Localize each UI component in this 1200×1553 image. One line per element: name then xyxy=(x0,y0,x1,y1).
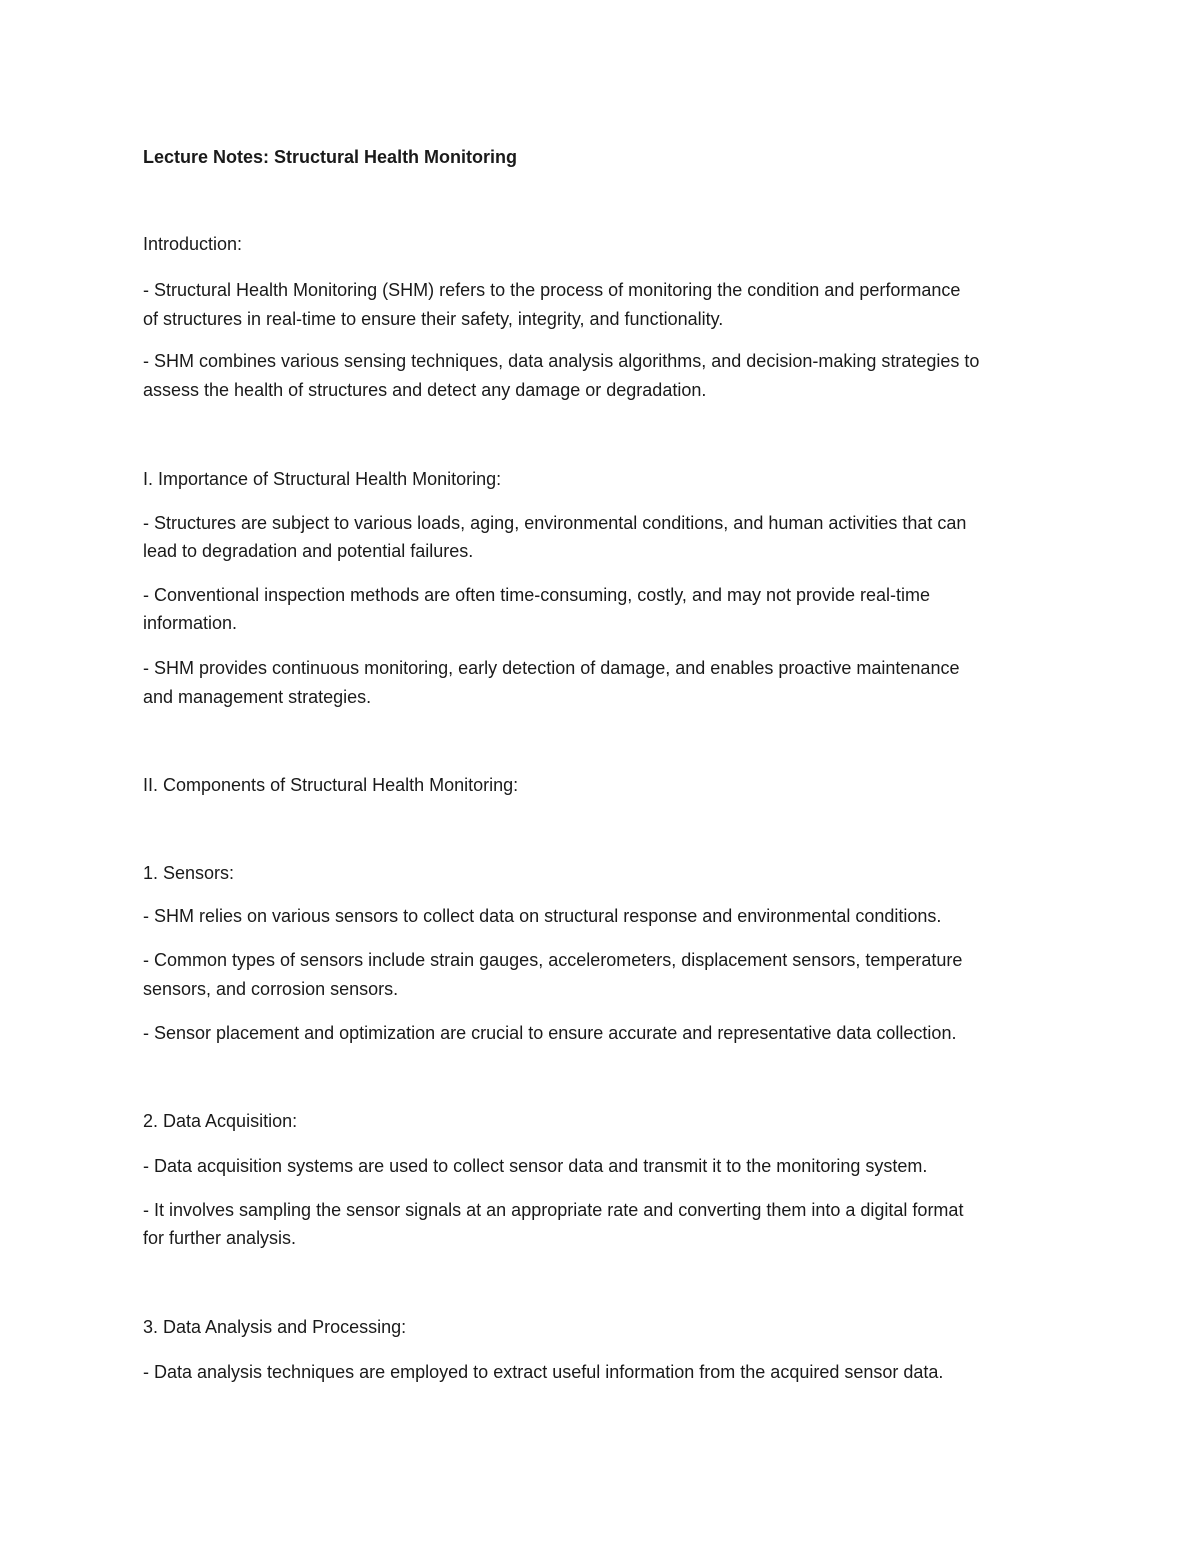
introduction-paragraph-1-line-1: - Structural Health Monitoring (SHM) refers to the process of monitoring the condition and performance xyxy=(143,280,961,300)
importance-paragraph-2-line-2: information. xyxy=(143,613,238,633)
acquisition-heading: 2. Data Acquisition: xyxy=(143,1111,298,1131)
sensors-paragraph-3-line-1: - Sensor placement and optimization are crucial to ensure accurate and representative data collection. xyxy=(143,1023,957,1043)
introduction-heading: Introduction: xyxy=(143,234,243,254)
sensors-paragraph-1-line-1: - SHM relies on various sensors to collect data on structural response and environmental conditions. xyxy=(143,906,942,926)
acquisition-paragraph-2-line-2: for further analysis. xyxy=(143,1228,297,1248)
document-title: Lecture Notes: Structural Health Monitoring xyxy=(143,147,518,167)
importance-heading: I. Importance of Structural Health Monitoring: xyxy=(143,469,502,489)
analysis-paragraph-1-line-1: - Data analysis techniques are employed to extract useful information from the acquired sensor data. xyxy=(143,1362,944,1382)
introduction-paragraph-1-line-2: of structures in real-time to ensure their safety, integrity, and functionality. xyxy=(143,309,724,329)
importance-paragraph-1-line-1: - Structures are subject to various loads, aging, environmental conditions, and human activities that can xyxy=(143,513,967,533)
importance-paragraph-1-line-2: lead to degradation and potential failures. xyxy=(143,541,474,561)
importance-paragraph-2-line-1: - Conventional inspection methods are often time-consuming, costly, and may not provide real-time xyxy=(143,585,931,605)
sensors-paragraph-2-line-1: - Common types of sensors include strain gauges, accelerometers, displacement sensors, temperature xyxy=(143,950,963,970)
importance-paragraph-3-line-2: and management strategies. xyxy=(143,687,372,707)
importance-paragraph-3-line-1: - SHM provides continuous monitoring, early detection of damage, and enables proactive maintenance xyxy=(143,658,960,678)
introduction-paragraph-2-line-1: - SHM combines various sensing techniques, data analysis algorithms, and decision-making strategies to xyxy=(143,351,980,371)
acquisition-paragraph-1-line-1: - Data acquisition systems are used to collect sensor data and transmit it to the monitoring system. xyxy=(143,1156,928,1176)
components-heading: II. Components of Structural Health Monitoring: xyxy=(143,775,519,795)
analysis-heading: 3. Data Analysis and Processing: xyxy=(143,1317,407,1337)
sensors-paragraph-2-line-2: sensors, and corrosion sensors. xyxy=(143,979,399,999)
acquisition-paragraph-2-line-1: - It involves sampling the sensor signals at an appropriate rate and converting them into a digital format xyxy=(143,1200,964,1220)
introduction-paragraph-2-line-2: assess the health of structures and detect any damage or degradation. xyxy=(143,380,707,400)
sensors-heading: 1. Sensors: xyxy=(143,863,235,883)
